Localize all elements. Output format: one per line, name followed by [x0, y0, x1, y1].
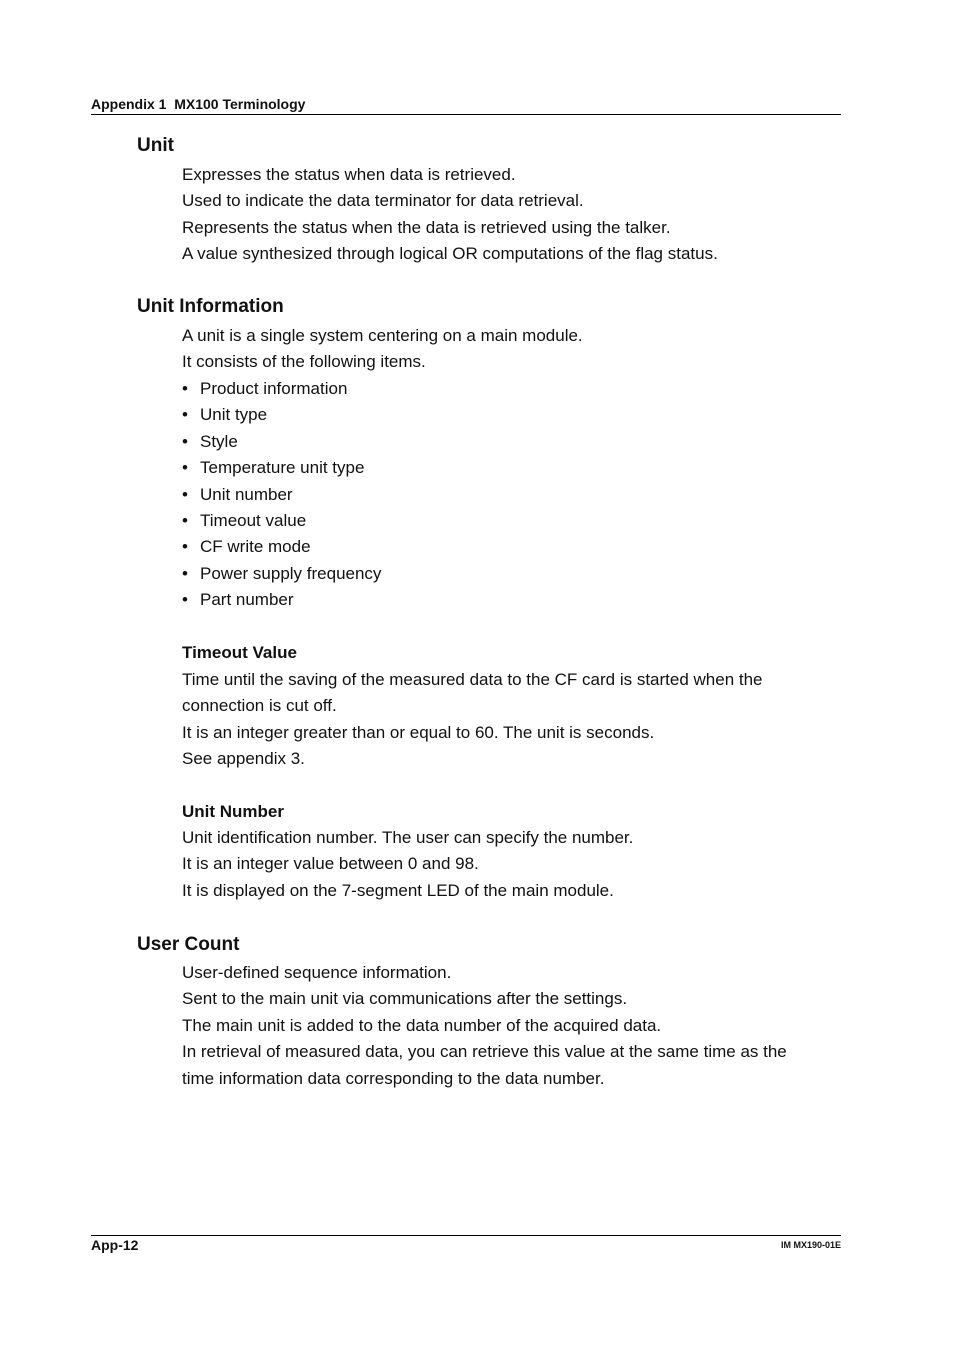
text-line: It is displayed on the 7-segment LED of the main module. — [182, 880, 614, 900]
bullet-icon: • — [182, 458, 188, 478]
subsection-heading-timeout-value: Timeout Value — [182, 643, 297, 662]
unit-number-description — [182, 825, 822, 904]
text-line: Used to indicate the data terminator for data retrieval. — [182, 191, 584, 211]
list-item-label: Part number — [200, 590, 294, 610]
text-line: The main unit is added to the data number of the acquired data. — [182, 1015, 662, 1035]
user-count-description — [182, 960, 822, 1092]
text-line: In retrieval of measured data, you can retrieve this value at the same time as the time information data corresponding to the data number. — [182, 1042, 787, 1088]
list-item — [182, 376, 381, 402]
text-line: It is an integer value between 0 and 98. — [182, 854, 479, 874]
bullet-icon: • — [182, 379, 188, 398]
list-item — [182, 482, 381, 508]
unit-information-description — [182, 323, 822, 376]
section-heading-unit-information: Unit Information — [137, 296, 284, 317]
text-line: It consists of the following items. — [182, 352, 426, 372]
bullet-icon: • — [182, 563, 188, 583]
list-item — [182, 402, 381, 428]
page-header — [91, 95, 841, 115]
list-item — [182, 508, 381, 534]
list-item-label: Unit number — [200, 484, 293, 504]
page-number: App-12 — [91, 1237, 139, 1253]
text-line: User-defined sequence information. — [182, 963, 452, 982]
text-line: Expresses the status when data is retrieved. — [182, 165, 516, 184]
list-item — [182, 587, 381, 613]
list-item-label: Product information — [200, 379, 348, 398]
text-line: A unit is a single system centering on a main module. — [182, 326, 583, 345]
bullet-icon: • — [182, 537, 188, 557]
list-item-label: Timeout value — [200, 511, 307, 531]
text-line: A value synthesized through logical OR computations of the flag status. — [182, 244, 718, 264]
bullet-icon: • — [182, 405, 188, 425]
list-item-label: CF write mode — [200, 537, 311, 557]
text-line: See appendix 3. — [182, 749, 305, 769]
unit-information-list — [182, 376, 381, 614]
bullet-icon: • — [182, 431, 188, 451]
list-item-label: Style — [200, 431, 238, 451]
list-item — [182, 455, 381, 481]
list-item-label: Power supply frequency — [200, 563, 382, 583]
document-id: IM MX190-01E — [780, 1240, 841, 1250]
bullet-icon: • — [182, 511, 188, 531]
section-heading-unit: Unit — [137, 135, 174, 156]
list-item-label: Temperature unit type — [200, 458, 365, 478]
header-title: Appendix 1 MX100 Terminology — [91, 96, 306, 112]
text-line: Represents the status when the data is retrieved using the talker. — [182, 217, 671, 237]
list-item — [182, 534, 381, 560]
text-line: Time until the saving of the measured data to the CF card is started when the connection is cut off. — [182, 670, 763, 716]
text-line: Sent to the main unit via communications after the settings. — [182, 989, 628, 1009]
text-line: Unit identification number. The user can specify the number. — [182, 828, 634, 847]
bullet-icon: • — [182, 484, 188, 504]
list-item — [182, 561, 381, 587]
page-footer — [91, 1235, 841, 1257]
section-heading-user-count: User Count — [137, 934, 240, 955]
text-line: It is an integer greater than or equal to 60. The unit is seconds. — [182, 722, 655, 742]
unit-description — [182, 162, 822, 268]
list-item — [182, 429, 381, 455]
timeout-value-description — [182, 667, 802, 773]
list-item-label: Unit type — [200, 405, 268, 425]
subsection-heading-unit-number: Unit Number — [182, 802, 284, 821]
bullet-icon: • — [182, 590, 188, 610]
